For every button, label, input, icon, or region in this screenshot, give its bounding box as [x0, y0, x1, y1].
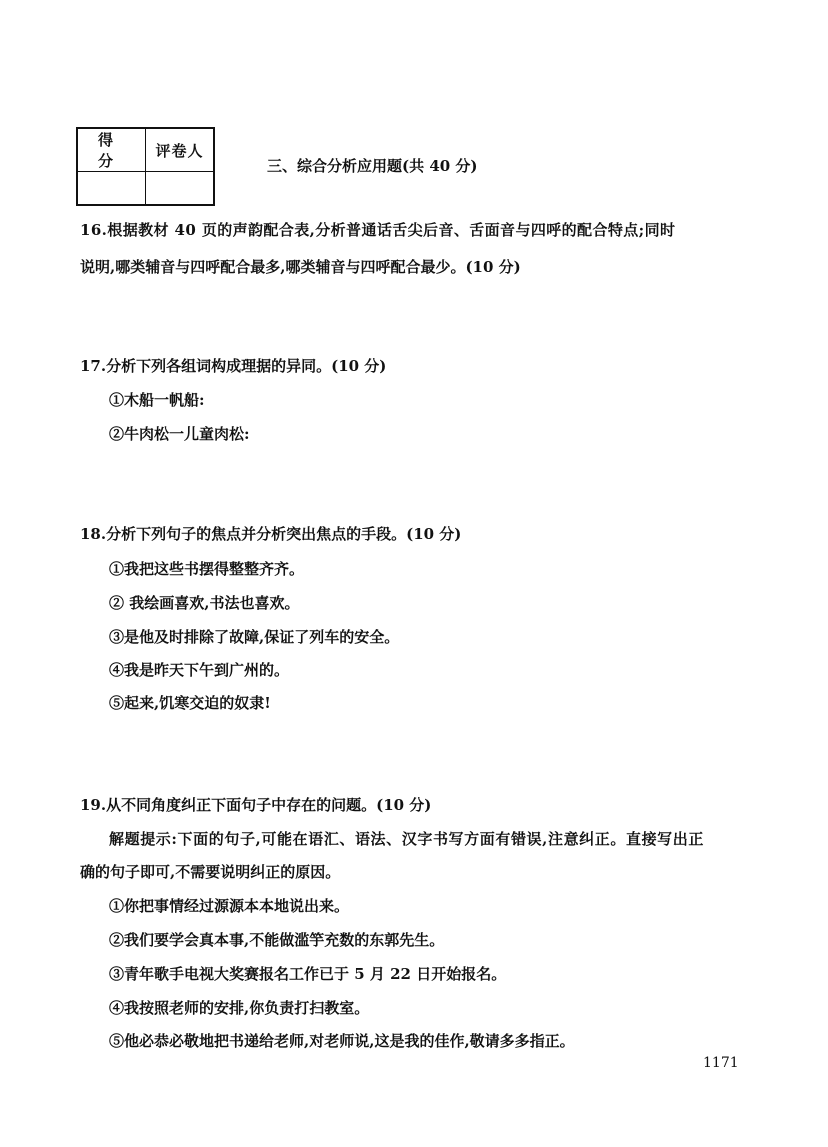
question-19-item: ②我们要学会真本事,不能做滥竽充数的东郭先生。 [109, 931, 445, 949]
question-16-line-1: 16.根据教材 40 页的声韵配合表,分析普通话舌尖后音、舌面音与四呼的配合特点;同时 [80, 221, 676, 239]
question-16-line-2: 说明,哪类辅音与四呼配合最多,哪类辅音与四呼配合最少。(10 分) [80, 258, 521, 276]
question-17-stem: 17.分析下列各组词构成理据的异同。(10 分) [80, 357, 387, 375]
score-table-header-row [77, 128, 214, 172]
question-18-item: ③是他及时排除了故障,保证了列车的安全。 [109, 628, 400, 646]
question-18-item: ①我把这些书摆得整整齐齐。 [109, 560, 305, 578]
question-19-item: ③青年歌手电视大奖赛报名工作已于 5 月 22 日开始报名。 [109, 965, 507, 983]
question-19-stem: 19.从不同角度纠正下面句子中存在的问题。(10 分) [80, 796, 432, 814]
question-19-item: ⑤他必恭必敬地把书递给老师,对老师说,这是我的佳作,敬请多多指正。 [109, 1032, 575, 1050]
score-label: 得 分 [77, 128, 146, 172]
grader-label: 评卷人 [146, 128, 215, 172]
question-17-item: ②牛肉松一儿童肉松: [109, 425, 250, 443]
question-19-item: ④我按照老师的安排,你负责打扫教室。 [109, 999, 370, 1017]
question-18-item: ② 我绘画喜欢,书法也喜欢。 [109, 594, 300, 612]
score-table [76, 127, 215, 206]
question-17-item: ①木船一帆船: [109, 391, 205, 409]
question-18-item: ④我是昨天下午到广州的。 [109, 661, 290, 679]
score-table-blank-row [77, 172, 214, 206]
score-cell [77, 172, 146, 206]
page-number: 1171 [703, 1055, 739, 1071]
question-18-item: ⑤起来,饥寒交迫的奴隶! [109, 694, 271, 712]
question-19-item: ①你把事情经过源源本本地说出来。 [109, 897, 350, 915]
question-18-stem: 18.分析下列句子的焦点并分析突出焦点的手段。(10 分) [80, 525, 462, 543]
question-19-hint-line-2: 确的句子即可,不需要说明纠正的原因。 [80, 863, 341, 881]
question-19-hint-line-1: 解题提示:下面的句子,可能在语汇、语法、汉字书写方面有错误,注意纠正。直接写出正 [109, 830, 704, 848]
grader-cell [146, 172, 215, 206]
section-title: 三、综合分析应用题(共 40 分) [267, 157, 478, 175]
